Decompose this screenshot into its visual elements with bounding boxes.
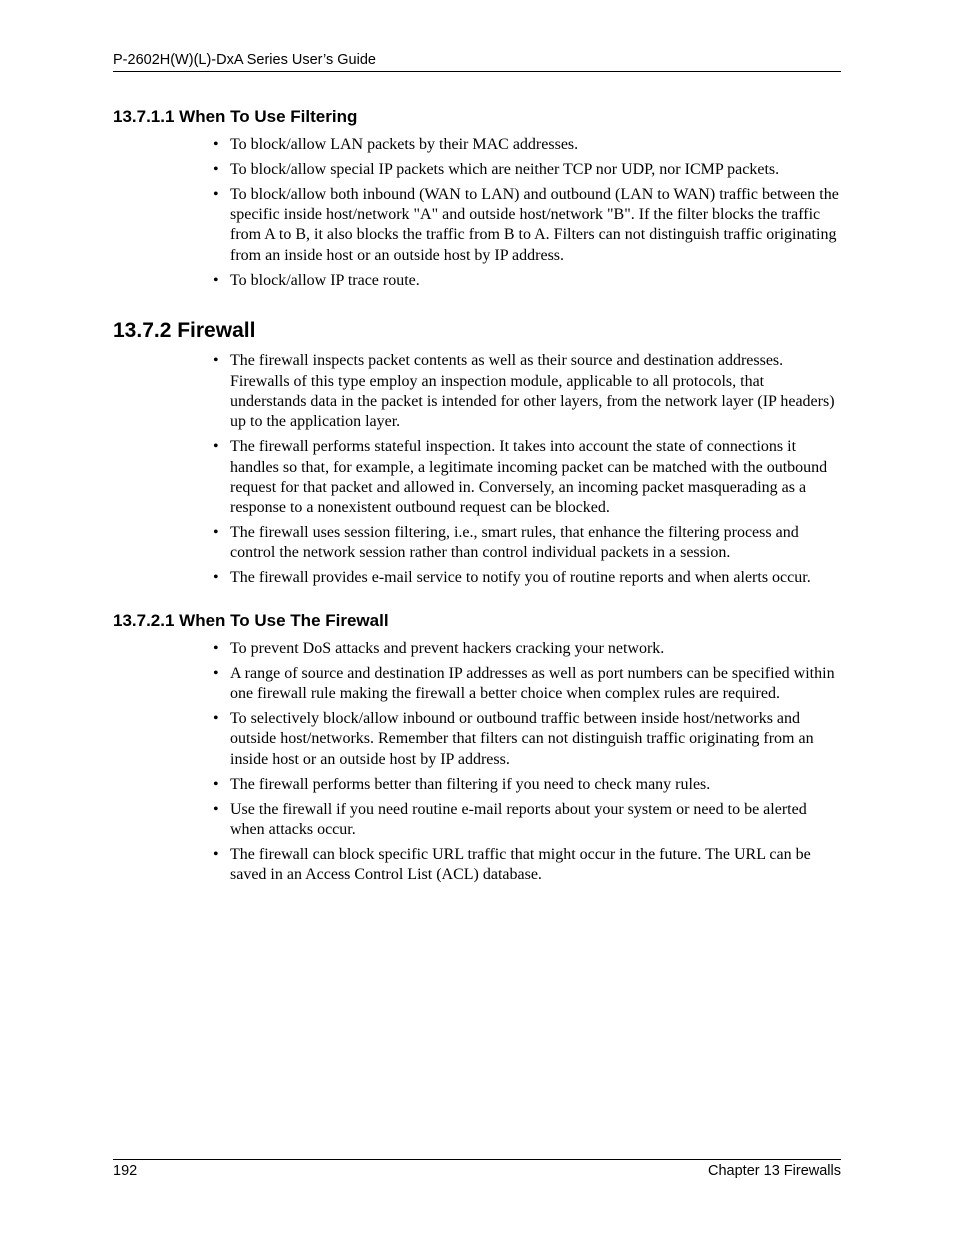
list-item-text: The firewall can block specific URL traffic that might occur in the future. The URL can be saved in an Access Control List (ACL) database. [230, 845, 811, 884]
firewall-list [113, 351, 841, 588]
list-item [213, 185, 841, 266]
bullet-icon: • [213, 524, 219, 542]
page-header-title: P-2602H(W)(L)-DxA Series User’s Guide [113, 52, 376, 68]
bullet-icon: • [213, 664, 219, 682]
bullet-icon: • [213, 271, 219, 289]
list-item-text: To block/allow LAN packets by their MAC addresses. [230, 136, 579, 153]
list-item [213, 845, 841, 886]
list-item [213, 351, 841, 432]
list-item [213, 135, 841, 155]
firewall-use-list [113, 639, 841, 885]
bullet-icon: • [213, 640, 219, 658]
list-item-text: To block/allow special IP packets which are neither TCP nor UDP, nor ICMP packets. [230, 160, 780, 178]
bullet-icon: • [213, 845, 219, 863]
filtering-use-list [113, 135, 841, 291]
list-item [213, 664, 841, 705]
bullet-icon: • [213, 185, 219, 203]
list-item [213, 523, 841, 564]
bullet-icon: • [213, 136, 219, 153]
heading-firewall: 13.7.2 Firewall [113, 319, 256, 343]
footer-divider [113, 1159, 841, 1160]
page-content [113, 105, 841, 890]
chapter-title: Chapter 13 Firewalls [708, 1163, 841, 1179]
bullet-icon: • [213, 438, 219, 456]
list-item-text: The firewall performs stateful inspection. It takes into account the state of connections it handles so that, for example, a legitimate incoming packet can be matched with the outbound request for that packet and allowed in. Conversely, an incoming packet masquerading as a response to a nonexistent outbound request can be blocked. [230, 438, 828, 517]
list-item-text: Use the firewall if you need routine e-mail reports about your system or need to be alerted when attacks occur. [230, 800, 807, 838]
list-item-text: The firewall uses session filtering, i.e., smart rules, that enhance the filtering process and control the network session rather than control individual packets in a session. [230, 524, 799, 562]
list-item-text: The firewall inspects packet contents as well as their source and destination addresses. Firewalls of this type employ an inspection module, applicable to all protocols, that understands data in the packet is intended for other layers, from the network layer (IP headers) up to the application layer. [230, 352, 835, 431]
bullet-icon: • [213, 569, 219, 587]
list-item [213, 437, 841, 518]
bullet-icon: • [213, 160, 219, 178]
bullet-icon: • [213, 800, 219, 818]
list-item [213, 709, 841, 770]
header-divider [113, 71, 841, 72]
list-item-text: The firewall provides e-mail service to notify you of routine reports and when alerts occur. [230, 569, 811, 587]
list-item-text: To selectively block/allow inbound or outbound traffic between inside host/networks and outside host/networks. Remember that filters can not distinguish traffic originating from an inside host or an outside host by IP address. [230, 710, 814, 768]
list-item-text: To block/allow both inbound (WAN to LAN) and outbound (LAN to WAN) traffic between the specific inside host/network "A" and outside host/network "B". If the filter blocks the traffic from A to B, it also blocks the traffic from B to A. Filters can not distinguish traffic originating from an inside host or an outside host by IP address. [230, 185, 839, 264]
bullet-icon: • [213, 775, 219, 793]
list-item [213, 639, 841, 659]
list-item [213, 775, 841, 795]
list-item [213, 271, 841, 291]
heading-when-to-use-firewall: 13.7.2.1 When To Use The Firewall [113, 611, 389, 631]
bullet-icon: • [213, 352, 219, 370]
list-item [213, 160, 841, 180]
list-item-text: A range of source and destination IP addresses as well as port numbers can be specified within one firewall rule making the firewall a better choice when complex rules are required. [230, 664, 835, 703]
list-item [213, 568, 841, 588]
bullet-icon: • [213, 710, 219, 728]
list-item-text: The firewall performs better than filtering if you need to check many rules. [230, 775, 711, 793]
page-number: 192 [113, 1163, 138, 1179]
heading-when-to-use-filtering: 13.7.1.1 When To Use Filtering [113, 107, 358, 126]
list-item-text: To prevent DoS attacks and prevent hackers cracking your network. [230, 640, 665, 658]
list-item-text: To block/allow IP trace route. [230, 271, 420, 289]
list-item [213, 800, 841, 841]
